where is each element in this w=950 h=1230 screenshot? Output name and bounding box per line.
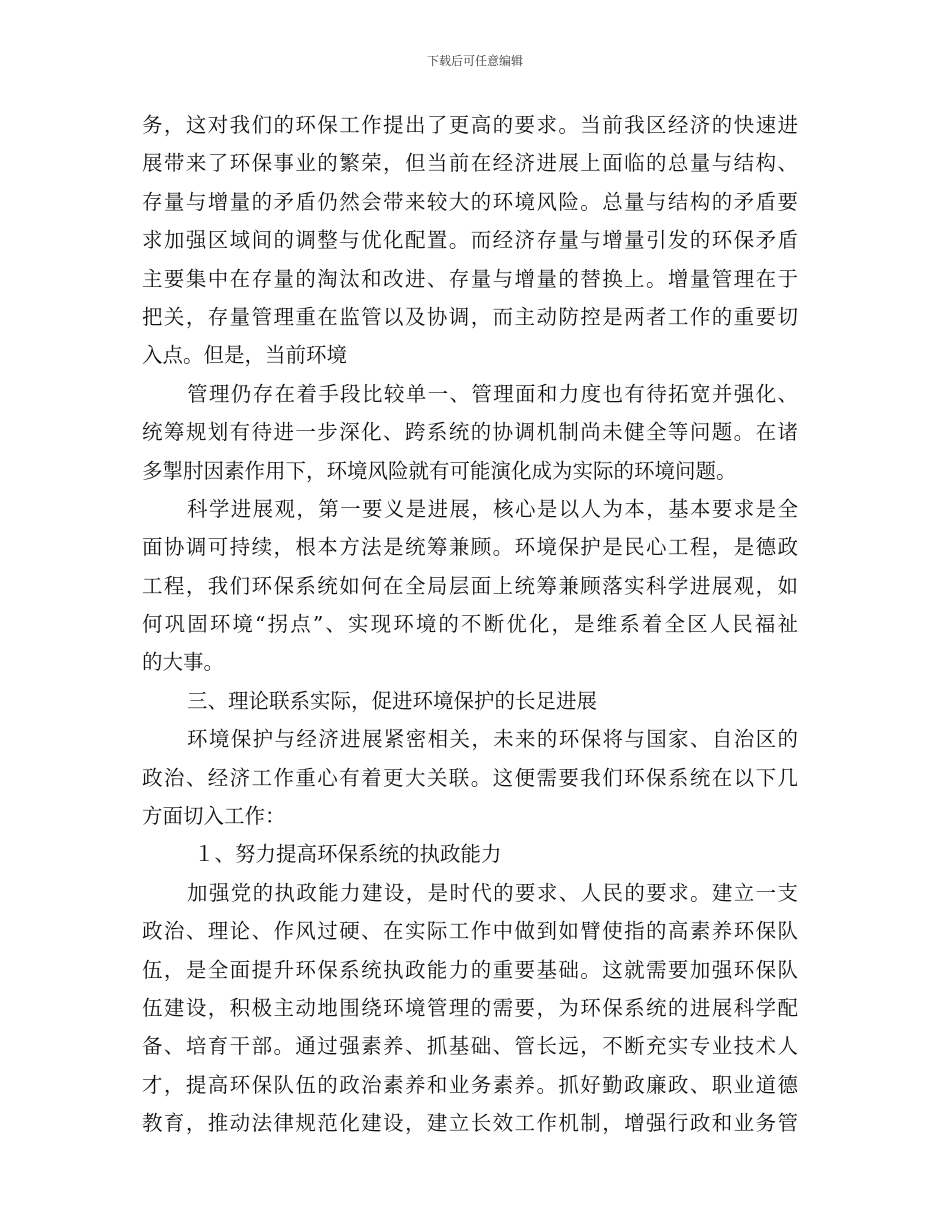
- text-line: 何巩固环境“拐点”、实现环境的不断优化，是维系着全区人民福祉: [142, 612, 798, 637]
- text-line: 把关，存量管理重在监管以及协调，而主动防控是两者工作的重要切: [142, 304, 798, 329]
- paragraph: [142, 874, 798, 1143]
- text-line: 方面切入工作：: [142, 804, 286, 829]
- text-line: 存量与增量的矛盾仍然会带来较大的环境风险。总量与结构的矛盾要: [142, 189, 798, 214]
- subsection-heading: [142, 835, 798, 873]
- text-line: 面协调可持续，根本方法是统筹兼顾。环境保护是民心工程，是德政: [142, 535, 798, 560]
- text-line: 科学进展观，第一要义是进展，核心是以人为本，基本要求是全: [187, 496, 798, 521]
- text-line: 环境保护与经济进展紧密相关，未来的环保将与国家、自治区的: [187, 727, 798, 752]
- paragraph: [142, 720, 798, 835]
- text-line: 伍建设，积极主动地围绕环境管理的需要，为环保系统的进展科学配: [142, 995, 798, 1020]
- text-line: 才，提高环保队伍的政治素养和业务素养。抓好勤政廉政、职业道德: [142, 1072, 798, 1097]
- text-line: 多掣肘因素作用下，环境风险就有可能演化成为实际的环境问题。: [142, 458, 737, 483]
- page-header: 下载后可任意编辑: [426, 54, 523, 68]
- text-line: 的大事。: [142, 650, 224, 675]
- text-line: 政治、经济工作重心有着更大关联。这便需要我们环保系统在以下几: [142, 765, 798, 790]
- section-heading: [142, 682, 798, 720]
- paragraph: [142, 106, 798, 375]
- text-line: １、努力提高环保系统的执政能力: [194, 842, 502, 867]
- text-line: 政治、理论、作风过硬、在实际工作中做到如臂使指的高素养环保队: [142, 919, 798, 944]
- paragraph: [142, 375, 798, 490]
- text-line: 务，这对我们的环保工作提出了更高的要求。当前我区经济的快速进: [142, 113, 798, 137]
- text-line: 求加强区域间的调整与优化配置。而经济存量与增量引发的环保矛盾: [142, 228, 798, 253]
- text-line: 加强党的执政能力建设，是时代的要求、人民的要求。建立一支: [187, 880, 798, 905]
- text-line: 备、培育干部。通过强素养、抓基础、管长远，不断充实专业技术人: [142, 1034, 798, 1059]
- text-line: 工程，我们环保系统如何在全局层面上统筹兼顾落实科学进展观，如: [142, 573, 798, 598]
- paragraph: [142, 490, 798, 682]
- text-line: 入点。但是，当前环境: [142, 343, 347, 368]
- text-line: 统筹规划有待进一步深化、跨系统的协调机制尚未健全等问题。在诸: [142, 420, 798, 445]
- text-line: 主要集中在存量的淘汰和改进、存量与增量的替换上。增量管理在于: [142, 266, 798, 291]
- text-line: 教育，推动法律规范化建设，建立长效工作机制，增强行政和业务管: [142, 1111, 798, 1136]
- text-line: 管理仍存在着手段比较单一、管理面和力度也有待拓宽并强化、: [187, 381, 798, 406]
- text-line: 三、理论联系实际，促进环境保护的长足进展: [187, 688, 597, 713]
- text-line: 伍，是全面提升环保系统执政能力的重要基础。这就需要加强环保队: [142, 957, 798, 982]
- document-body: [142, 106, 798, 1143]
- text-line: 展带来了环保事业的繁荣，但当前在经济进展上面临的总量与结构、: [142, 151, 798, 176]
